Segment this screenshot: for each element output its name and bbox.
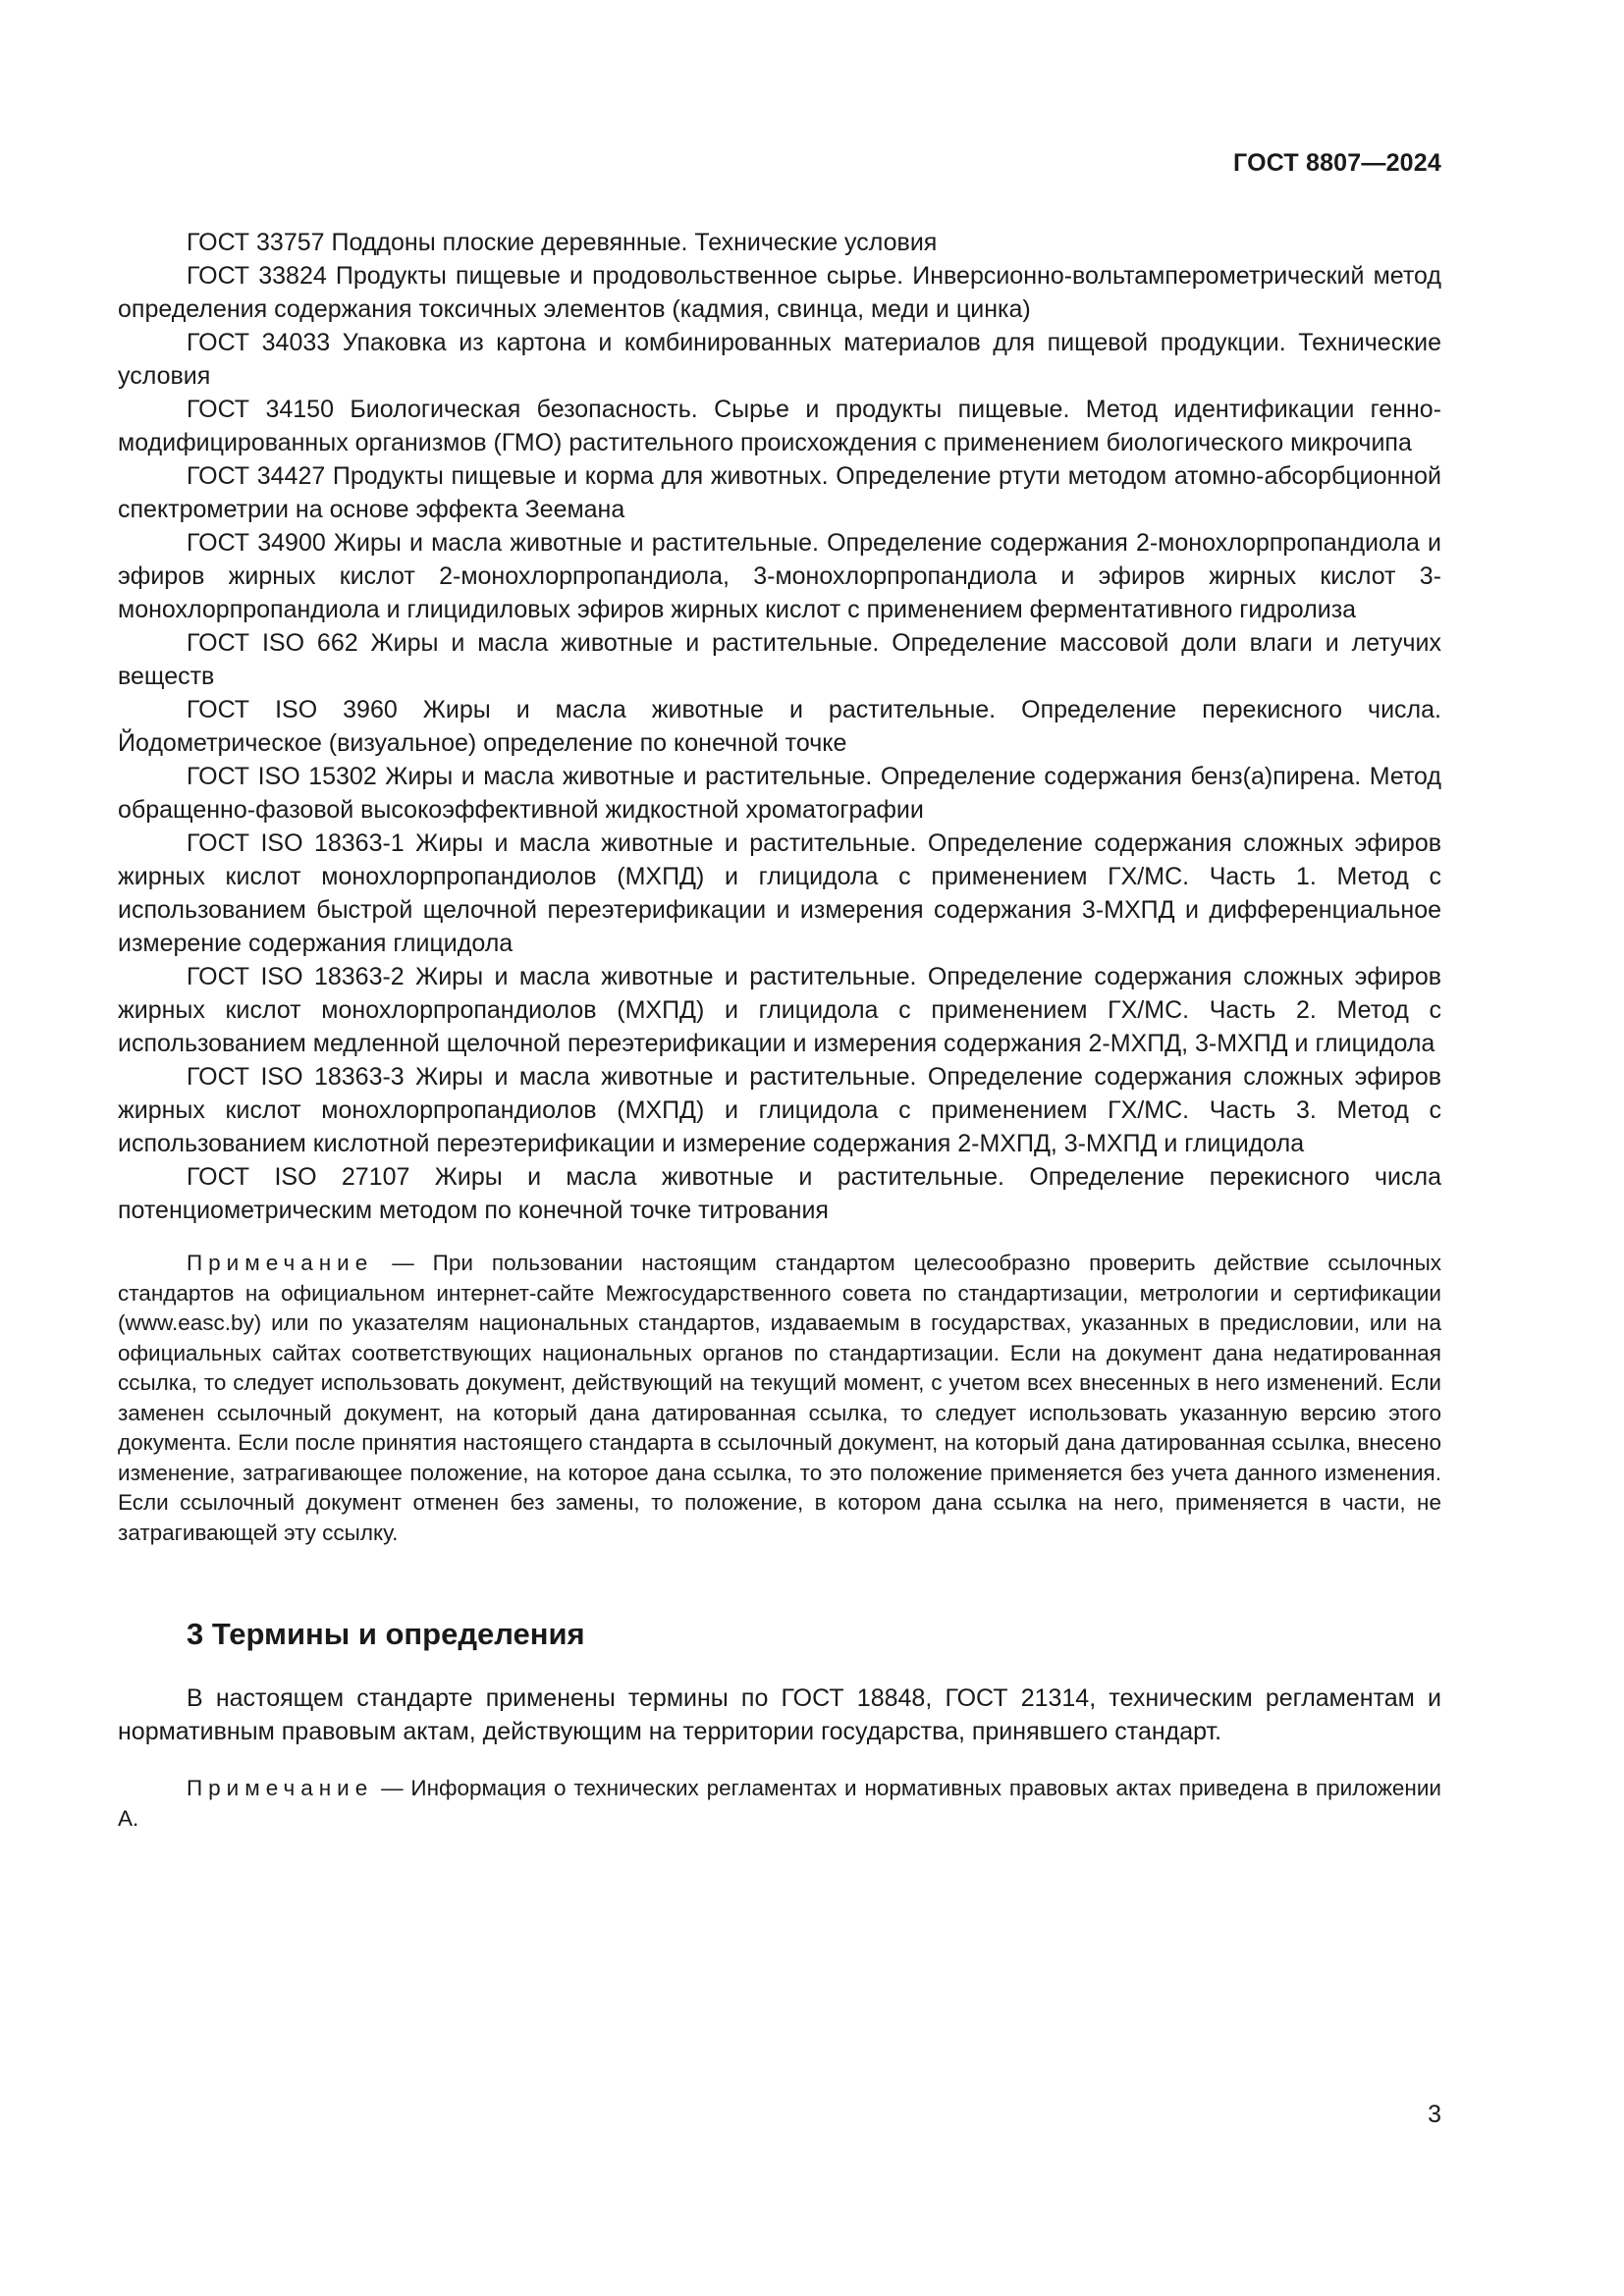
reference-item: ГОСТ ISO 18363-1 Жиры и масла животные и растительные. Определение содержания сложных эфиров жирных кислот монохлорпропандиолов (МХПД) и глицидола с применением ГХ/МС. Часть 1. Метод с использованием быстрой щелочной переэтерификации и измерения содержания 3-МХПД и дифференциальное измерение содержания глицидола	[118, 829, 1441, 957]
document-id-header: ГОСТ 8807—2024	[1233, 149, 1441, 177]
note-label: Примечание	[187, 1251, 374, 1275]
reference-item: ГОСТ ISO 18363-3 Жиры и масла животные и растительные. Определение содержания сложных эфиров жирных кислот монохлорпропандиолов (МХПД) и глицидола с применением ГХ/МС. Часть 3. Метод с использованием кислотной переэтерификации и измерение содержания 2-МХПД, 3-МХПД и глицидола	[118, 1063, 1441, 1157]
reference-item: ГОСТ ISO 18363-2 Жиры и масла животные и растительные. Определение содержания сложных эфиров жирных кислот монохлорпропандиолов (МХПД) и глицидола с применением ГХ/МС. Часть 2. Метод с использованием медленной щелочной переэтерификации и измерения содержания 2-МХПД, 3-МХПД и глицидола	[118, 963, 1441, 1057]
reference-item: ГОСТ 34150 Биологическая безопасность. Сырье и продукты пищевые. Метод идентификации генно-модифицированных организмов (ГМО) растительного происхождения с применением биологического микрочипа	[118, 396, 1441, 456]
page-content	[118, 226, 1441, 1834]
note-text: — Информация о технических регламентах и нормативных правовых актах приведена в приложении А.	[118, 1776, 1441, 1831]
reference-item: ГОСТ 34427 Продукты пищевые и корма для животных. Определение ртути методом атомно-абсорбционной спектрометрии на основе эффекта Зеемана	[118, 462, 1441, 523]
note-text: — При пользовании настоящим стандартом целесообразно проверить действие ссылочных стандартов на официальном интернет-сайте Межгосударственного совета по стандартизации, метрологии и сертификации (www.easc.by) или по указателям национальных стандартов, издаваемым в государствах, указанных в предисловии, или на официальных сайтах соответствующих национальных органов по стандартизации. Если на документ дана недатированная ссылка, то следует использовать документ, действующий на текущий момент, с учетом всех внесенных в него изменений. Если заменен ссылочный документ, на который дана датированная ссылка, то следует использовать указанную версию этого документа. Если после принятия настоящего стандарта в ссылочный документ, на который дана датированная ссылка, внесено изменение, затрагивающее положение, на которое дана ссылка, то это положение применяется без учета данного изменения. Если ссылочный документ отменен без замены, то положение, в котором дана ссылка на него, применяется в части, не затрагивающей эту ссылку.	[118, 1251, 1441, 1545]
terms-note	[118, 1774, 1441, 1834]
section-paragraph: В настоящем стандарте применены термины по ГОСТ 18848, ГОСТ 21314, техническим регламентам и нормативным правовым актам, действующим на территории государства, принявшего стандарт.	[118, 1684, 1441, 1745]
reference-item: ГОСТ ISO 27107 Жиры и масла животные и растительные. Определение перекисного числа потенциометрическим методом по конечной точке титрования	[118, 1163, 1441, 1224]
reference-item: ГОСТ 33757 Поддоны плоские деревянные. Технические условия	[187, 229, 938, 256]
reference-item: ГОСТ ISO 15302 Жиры и масла животные и растительные. Определение содержания бенз(а)пирена. Метод обращенно-фазовой высокоэффективной жидкостной хроматографии	[118, 763, 1441, 824]
reference-item: ГОСТ 34033 Упаковка из картона и комбинированных материалов для пищевой продукции. Технические условия	[118, 329, 1441, 390]
reference-item: ГОСТ 34900 Жиры и масла животные и растительные. Определение содержания 2-монохлорпропандиола и эфиров жирных кислот 2-монохлорпропандиола, 3-монохлорпропандиола и эфиров жирных кислот 3-монохлорпропандиола и глицидиловых эфиров жирных кислот с применением ферментативного гидролиза	[118, 529, 1441, 623]
note-label: Примечание	[187, 1776, 374, 1800]
reference-item: ГОСТ ISO 3960 Жиры и масла животные и растительные. Определение перекисного числа. Йодометрическое (визуальное) определение по конечной точке	[118, 696, 1441, 757]
reference-item: ГОСТ 33824 Продукты пищевые и продовольственное сырье. Инверсионно-вольтамперометрический метод определения содержания токсичных элементов (кадмия, свинца, меди и цинка)	[118, 262, 1441, 323]
section-title-terms: 3 Термины и определения	[187, 1617, 585, 1651]
reference-item: ГОСТ ISO 662 Жиры и масла животные и растительные. Определение массовой доли влаги и летучих веществ	[118, 629, 1441, 690]
page-number: 3	[1428, 2101, 1441, 2128]
references-list	[118, 226, 1441, 1227]
references-note	[118, 1249, 1441, 1548]
